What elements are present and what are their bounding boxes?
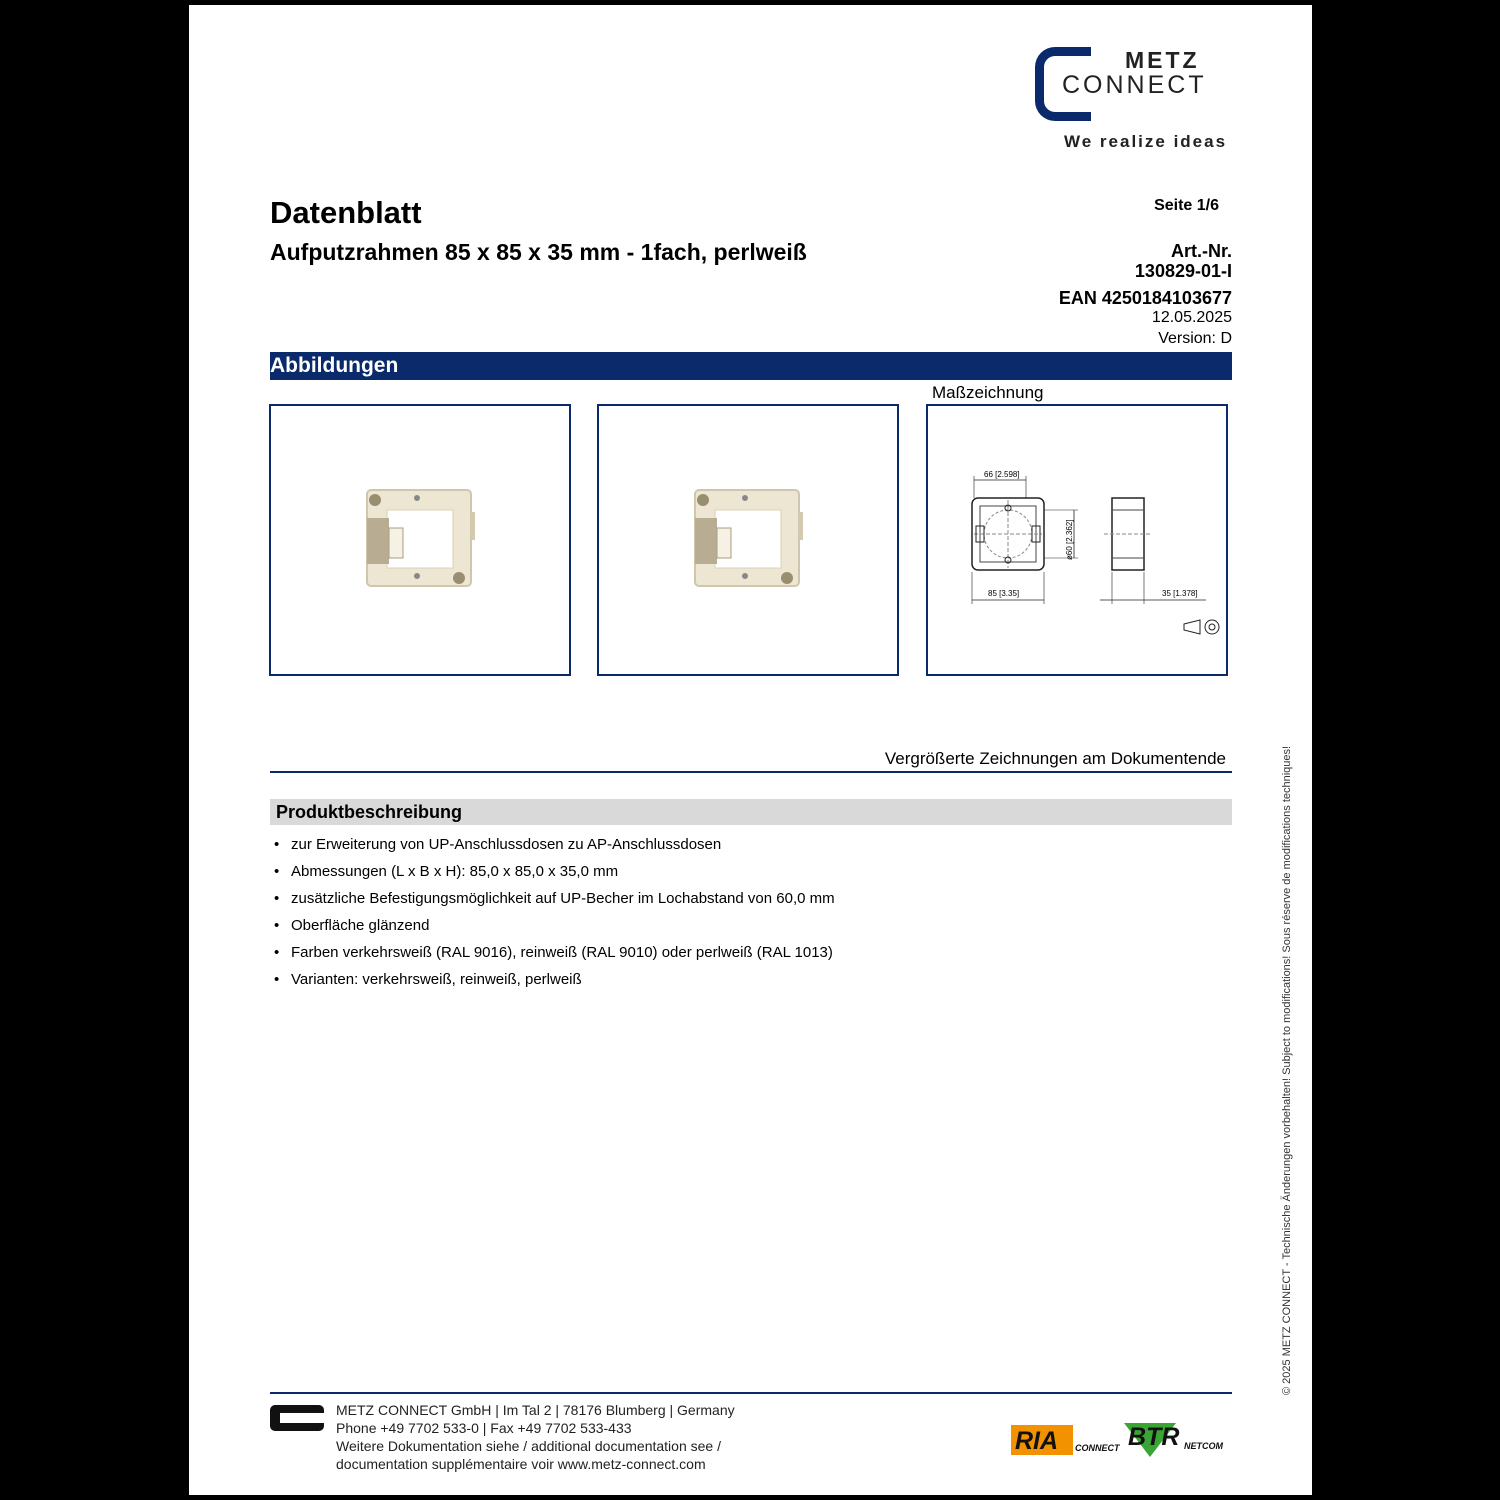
footer-logo-icon bbox=[270, 1405, 324, 1431]
dim-hole-diameter: ø60 [2.362] bbox=[1065, 519, 1074, 560]
list-item: • Abmessungen (L x B x H): 85,0 x 85,0 x 35,0 mm bbox=[270, 863, 835, 890]
document-subtitle: Aufputzrahmen 85 x 85 x 35 mm - 1fach, perlweiß bbox=[270, 239, 807, 265]
footer-line-website: documentation supplémentaire voir www.metz-connect.com bbox=[336, 1456, 706, 1472]
dim-width-inner: 66 [2.598] bbox=[984, 470, 1020, 479]
list-item: • Farben verkehrsweiß (RAL 9016), reinweiß (RAL 9010) oder perlweiß (RAL 1013) bbox=[270, 944, 835, 971]
list-item: • Varianten: verkehrsweiß, reinweiß, perlweiß bbox=[270, 971, 835, 998]
footer-divider bbox=[270, 1392, 1232, 1394]
dim-width-outer: 85 [3.35] bbox=[988, 589, 1020, 598]
product-image-1 bbox=[269, 404, 571, 676]
list-item: • Oberfläche glänzend bbox=[270, 917, 835, 944]
datasheet-page bbox=[189, 5, 1312, 1495]
enlarged-drawings-note: Vergrößerte Zeichnungen am Dokumentende bbox=[884, 749, 1226, 768]
product-image-2 bbox=[597, 404, 899, 676]
ria-logo-subtext: CONNECT bbox=[1075, 1443, 1120, 1453]
frame-photo-icon bbox=[271, 406, 569, 674]
document-version: Version: D bbox=[1158, 330, 1232, 347]
technical-drawing-icon bbox=[928, 406, 1226, 674]
divider bbox=[270, 771, 1232, 773]
document-date: 12.05.2025 bbox=[1151, 309, 1232, 326]
section-header-description: Produktbeschreibung bbox=[270, 799, 1232, 825]
article-number: 130829-01-I bbox=[1134, 261, 1232, 281]
logo-connect-text: CONNECT bbox=[1062, 71, 1207, 99]
logo-metz-text: METZ bbox=[1125, 47, 1200, 73]
btr-logo-subtext: NETCOM bbox=[1184, 1441, 1223, 1451]
section-header-figures: Abbildungen bbox=[270, 352, 1232, 380]
footer-line-phone: Phone +49 7702 533-0 | Fax +49 7702 533-433 bbox=[336, 1420, 632, 1436]
dimension-drawing bbox=[926, 404, 1228, 676]
page-number: Seite 1/6 bbox=[1154, 197, 1219, 214]
list-item: • zur Erweiterung von UP-Anschlussdosen zu AP-Anschlussdosen bbox=[270, 836, 835, 863]
drawing-caption: Maßzeichnung bbox=[932, 383, 1044, 402]
footer-line-docs: Weitere Dokumentation siehe / additional documentation see / bbox=[336, 1438, 721, 1454]
frame-photo-icon bbox=[599, 406, 897, 674]
document-title: Datenblatt bbox=[270, 195, 422, 230]
btr-logo-text: BTR bbox=[1128, 1423, 1180, 1451]
ria-connect-logo bbox=[1011, 1421, 1127, 1457]
dim-depth: 35 [1.378] bbox=[1162, 589, 1198, 598]
ria-logo-text: RIA bbox=[1015, 1427, 1059, 1455]
footer-line-company: METZ CONNECT GmbH | Im Tal 2 | 78176 Blumberg | Germany bbox=[336, 1402, 735, 1418]
logo-slogan: We realize ideas bbox=[1064, 132, 1228, 151]
copyright-side-note: © 2025 METZ CONNECT - Technische Änderungen vorbehalten! Subject to modifications! Sous réserve de modifications techniques! bbox=[1281, 745, 1293, 1395]
list-item: • zusätzliche Befestigungsmöglichkeit auf UP-Becher im Lochabstand von 60,0 mm bbox=[270, 890, 835, 917]
ean-code: EAN 4250184103677 bbox=[1058, 288, 1232, 308]
description-list bbox=[270, 836, 835, 998]
footer-address bbox=[336, 1401, 735, 1473]
btr-netcom-logo bbox=[1124, 1419, 1234, 1457]
article-number-label: Art.-Nr. bbox=[1170, 241, 1232, 261]
